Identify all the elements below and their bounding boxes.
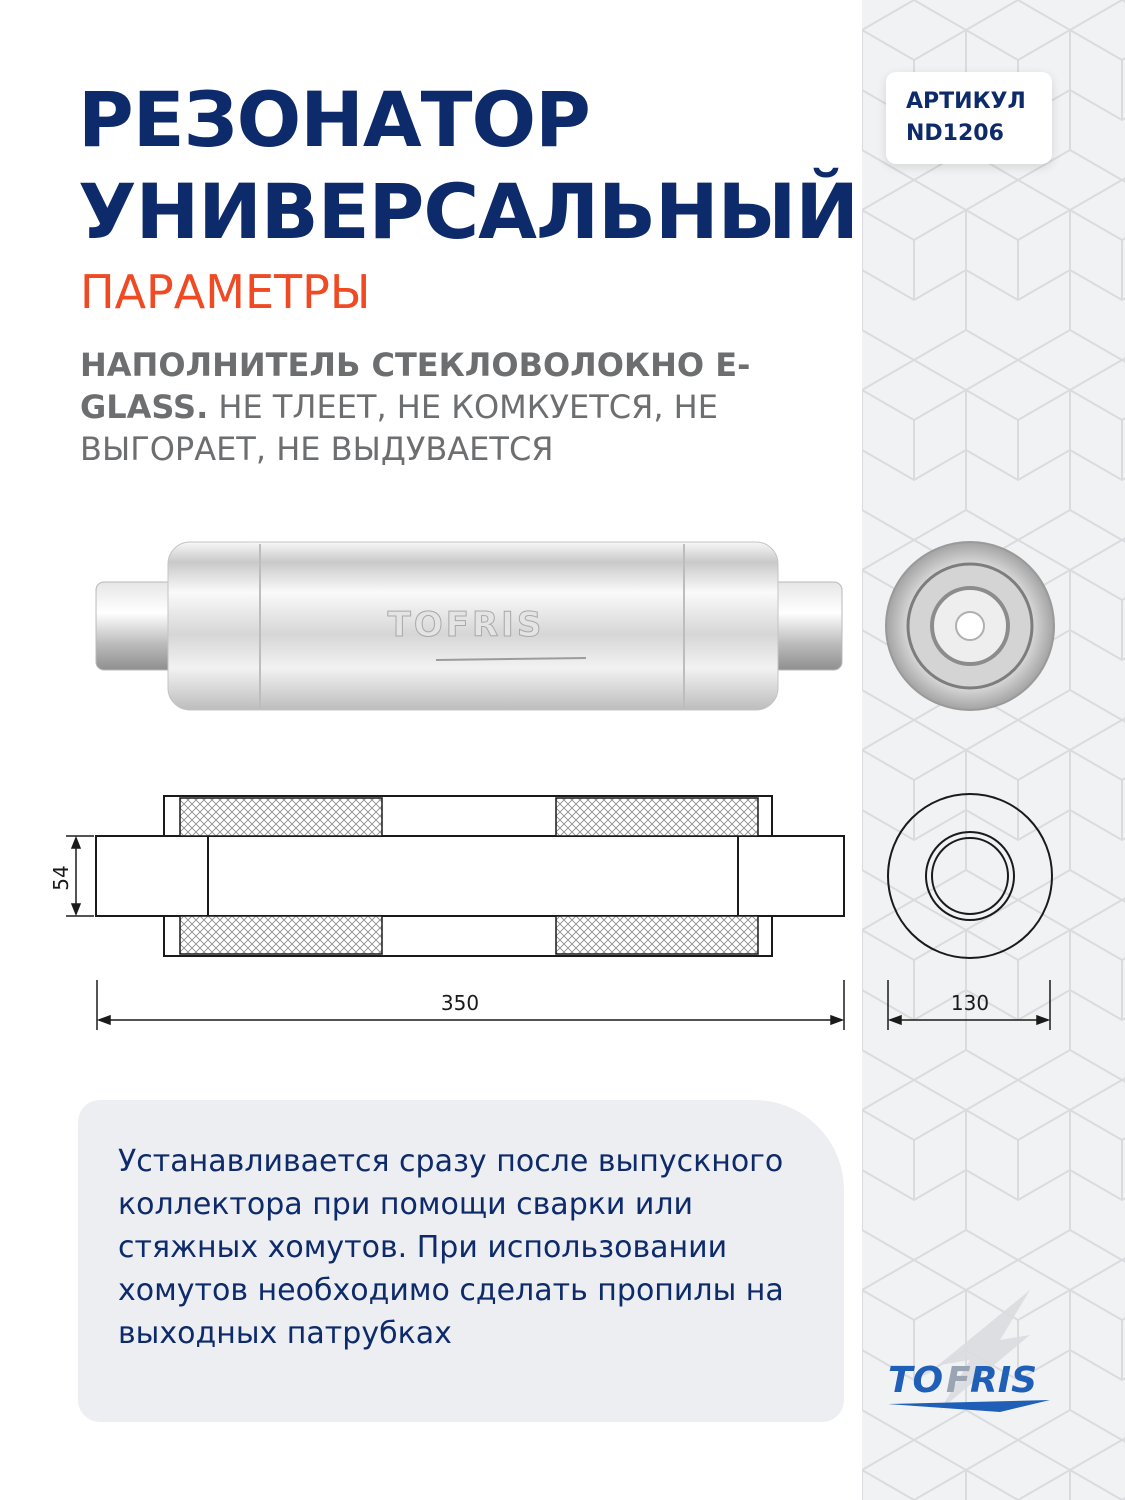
hex-cube-pattern-icon [862,0,1125,1500]
logo-text-right: RIS [970,1360,1038,1401]
technical-drawing [40,780,1080,1040]
page-title [78,74,858,258]
filler-description-rest: НЕ ТЛЕЕТ, НЕ КОМКУЕТСЯ, НЕ ВЫГОРАЕТ, НЕ ВЫДУВАЕТСЯ [80,388,718,468]
logo-text-left: TO [888,1360,944,1401]
installation-info-text: Устанавливается сразу после выпускного коллектора при помощи сварки или стяжных хомутов. При использовании хомутов необходимо сделать пропилы на выходных патрубках [118,1144,784,1351]
parameters-heading: ПАРАМЕТРЫ [80,265,371,319]
logo-text-mark: F [946,1360,971,1401]
dimension-body-diameter: 130 [950,991,990,1015]
title-line-2: УНИВЕРСАЛЬНЫЙ [78,167,858,256]
side-pattern-panel [862,0,1125,1500]
dimension-pipe-diameter: 54 [49,865,73,891]
tofris-logo-icon [880,1280,1060,1430]
sku-label: АРТИКУЛ [906,89,1026,114]
product-engraving: TOFRIS [387,605,545,645]
installation-info-box [78,1100,844,1422]
resonator-end-photo [882,540,1058,716]
filler-description [80,344,800,470]
resonator-side-photo [90,530,850,720]
title-line-1: РЕЗОНАТОР [78,75,590,164]
filler-description-bold: НАПОЛНИТЕЛЬ СТЕКЛОВОЛОКНО E-GLASS. [80,346,751,426]
sku-value: ND1206 [906,121,1004,146]
sku-badge [886,72,1052,164]
dimension-length: 350 [440,991,480,1015]
